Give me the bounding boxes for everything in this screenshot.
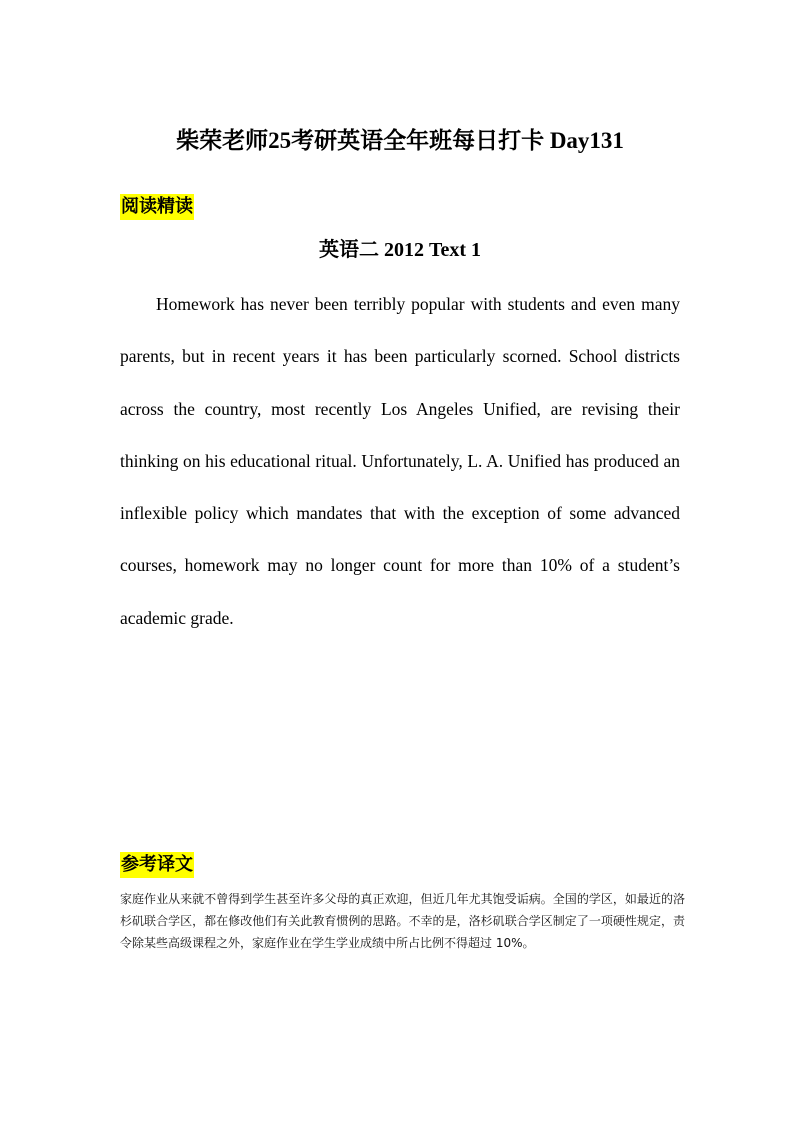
page-title: 柴荣老师25考研英语全年班每日打卡 Day131: [176, 128, 624, 153]
reading-section-heading: [120, 194, 194, 220]
reading-section-label: 阅读精读: [120, 194, 194, 220]
translation-section-heading: [120, 852, 194, 878]
article-subtitle: 英语二 2012 Text 1: [318, 239, 482, 261]
chinese-translation: 家庭作业从来就不曾得到学生甚至许多父母的真正欢迎，但近几年尤其饱受诟病。全国的学区，如最近的洛杉矶联合学区，都在修改他们有关此教育惯例的思路。不幸的是，洛杉矶联合学区制定了一项硬性规定，责令除某些高级课程之外，家庭作业在学生学业成绩中所占比例不得超过 10%。: [120, 892, 685, 950]
english-passage: Homework has never been terribly popular with students and even many parents, but in recent years it has been particularly scorned. School districts across the country, most recently Los Angeles Unified, are revising their thinking on his educational ritual. Unfortunately, L. A. Unified has produced an inflexible policy which mandates that with the exception of some advanced courses, homework may no longer count for more than 10% of a student’s academic grade.: [120, 294, 680, 628]
translation-section-label: 参考译文: [120, 852, 194, 878]
